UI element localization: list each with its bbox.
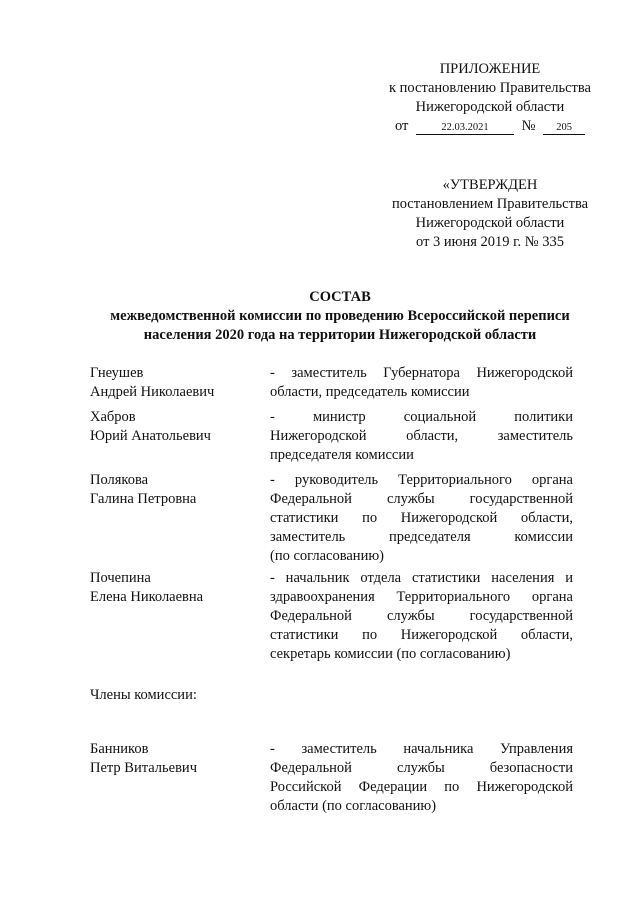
- document-title: [60, 288, 620, 345]
- number-value: 205: [543, 122, 585, 135]
- title-heading: СОСТАВ: [309, 289, 371, 305]
- role-line: Федеральной службы государственной: [270, 491, 573, 507]
- role-line: Федеральной службы безопасности: [270, 760, 573, 776]
- member-role: [270, 471, 573, 566]
- role-line: статистики по Нижегородской области,: [270, 627, 573, 643]
- member-given-name: Юрий Анатольевич: [90, 428, 211, 444]
- appendix-title: ПРИЛОЖЕНИЕ: [439, 61, 541, 77]
- date-value: 22.03.2021: [416, 122, 514, 135]
- members-section-label: Члены комиссии:: [90, 687, 197, 703]
- member-surname: Почепина: [90, 570, 151, 586]
- role-line: области (по согласованию): [270, 798, 437, 814]
- member-name: [90, 471, 260, 509]
- role-line: области, председатель комиссии: [270, 384, 470, 400]
- approved-block: [380, 176, 600, 252]
- role-line: - начальник отдела статистики населения и: [270, 570, 573, 586]
- member-given-name: Петр Витальевич: [90, 760, 197, 776]
- member-name: [90, 740, 260, 778]
- role-line: Нижегородской области, заместитель: [270, 428, 573, 444]
- role-line: заместитель председателя комиссии: [270, 529, 573, 545]
- member-name: [90, 364, 260, 402]
- member-surname: Гнеушев: [90, 365, 144, 381]
- role-line: - заместитель Губернатора Нижегородской: [270, 365, 573, 381]
- member-surname: Банников: [90, 741, 149, 757]
- title-line-2: населения 2020 года на территории Нижегородской области: [143, 327, 537, 343]
- approved-line-1: «УТВЕРЖДЕН: [442, 177, 538, 193]
- member-name: [90, 569, 260, 607]
- role-line: Федеральной службы государственной: [270, 608, 573, 624]
- appendix-line-2: Нижегородской области: [415, 99, 565, 115]
- role-line: - руководитель Территориального органа: [270, 472, 573, 488]
- member-name: [90, 408, 260, 446]
- role-line: председателя комиссии: [270, 447, 414, 463]
- approved-line-3: Нижегородской области: [415, 215, 565, 231]
- title-line-1: межведомственной комиссии по проведению Всероссийской переписи: [110, 308, 570, 324]
- appendix-line-1: к постановлению Правительства: [389, 80, 591, 96]
- role-line: - заместитель начальника Управления: [270, 741, 573, 757]
- member-role: [270, 569, 573, 664]
- date-prefix: от: [394, 118, 409, 134]
- approved-line-2: постановлением Правительства: [391, 196, 589, 212]
- member-given-name: Галина Петровна: [90, 491, 197, 507]
- role-line: здравоохранения Территориального органа: [270, 589, 573, 605]
- approved-line-4: от 3 июня 2019 г. № 335: [416, 234, 564, 250]
- member-role: [270, 740, 573, 816]
- member-given-name: Елена Николаевна: [90, 589, 204, 605]
- member-surname: Полякова: [90, 472, 149, 488]
- member-surname: Хабров: [90, 409, 136, 425]
- member-role: [270, 364, 573, 402]
- role-line: - министр социальной политики: [270, 409, 573, 425]
- appendix-block: [380, 60, 600, 136]
- role-line: (по согласованию): [270, 548, 384, 564]
- number-sign: №: [521, 118, 536, 134]
- role-line: секретарь комиссии (по согласованию): [270, 646, 511, 662]
- role-line: статистики по Нижегородской области,: [270, 510, 573, 526]
- role-line: Российской Федерации по Нижегородской: [270, 779, 573, 795]
- appendix-date-line: [380, 117, 600, 136]
- member-role: [270, 408, 573, 465]
- member-given-name: Андрей Николаевич: [90, 384, 215, 400]
